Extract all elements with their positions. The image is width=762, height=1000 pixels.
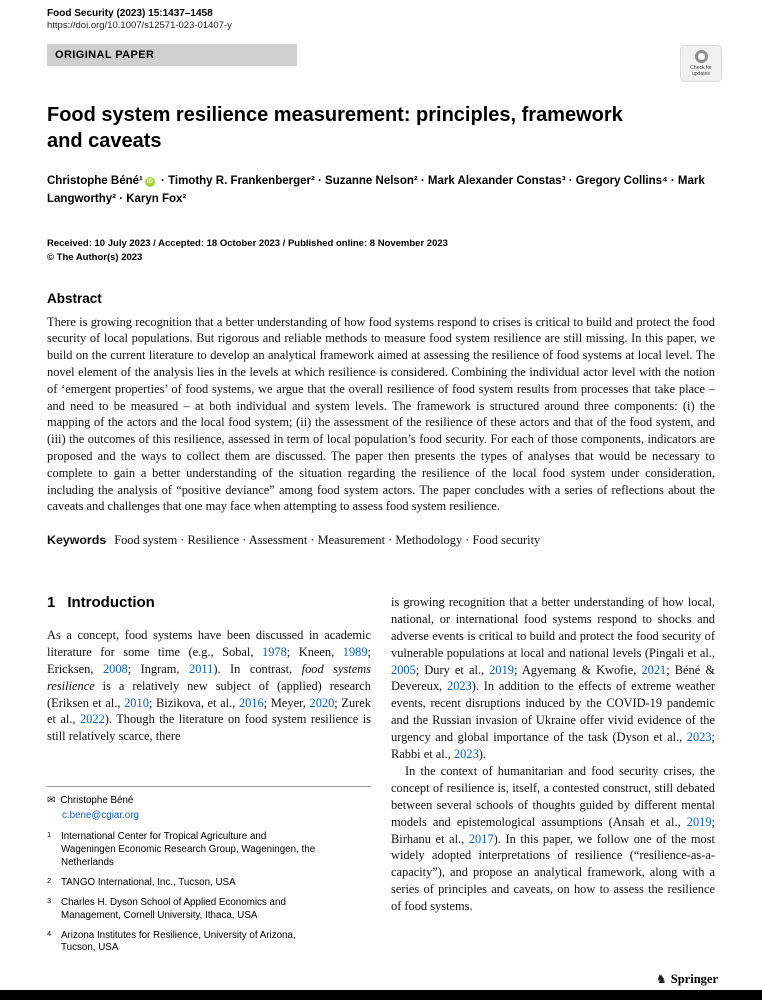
intro-right-paragraph-1 xyxy=(391,594,715,762)
keywords-line xyxy=(47,532,715,548)
text-segment: ; Bizikova, et al., xyxy=(148,695,239,710)
text-segment: ; Dury et al., xyxy=(415,662,490,677)
left-column xyxy=(47,594,371,962)
text-segment: As a concept, food systems have been discussed in academic literature for some time (e.g., Sobal, xyxy=(47,628,371,660)
citation-link[interactable]: 1978 xyxy=(262,645,287,660)
text-segment: ; Rabbi et al., xyxy=(391,729,715,761)
text-segment: In the context of humanitarian and food security crises, the concept of resilience is, itself, a contested construct, still debated between several schools of thoughts guided by different mental models and epistemological assumptions (Ansah et al., xyxy=(391,764,715,829)
citation-link[interactable]: 2019 xyxy=(489,662,514,677)
doi-link[interactable]: https://doi.org/10.1007/s12571-023-01407-y xyxy=(47,20,232,31)
citation-link[interactable]: 2008 xyxy=(102,661,128,676)
affiliation-2: 2 TANGO International, Inc., Tucson, USA xyxy=(47,875,236,888)
text-segment: ). In contrast, xyxy=(213,661,302,676)
text-segment: ; Meyer, xyxy=(263,695,310,710)
citation-link[interactable]: 2021 xyxy=(641,662,667,677)
author-names: · Timothy R. Frankenberger² · Suzanne Nelson² · Mark Alexander Constas³ · Gregory Collins⁴ · Mark Langworthy² · Karyn Fox² xyxy=(47,175,705,206)
citation-link[interactable]: 2005 xyxy=(391,662,416,677)
text-segment: ). Though the literature on food system resilience is still relatively scarce, there xyxy=(47,712,372,744)
affiliation-4: 4 Arizona Institutes for Resilience, University of Arizona, Tucson, USA xyxy=(47,928,296,954)
author-name: Christophe Béné¹ xyxy=(47,175,143,188)
keywords-label: Keywords xyxy=(47,533,107,548)
text-segment: ; Zurek et al., xyxy=(47,695,371,727)
abstract-heading: Abstract xyxy=(47,290,102,306)
intro-left-paragraph xyxy=(47,627,371,745)
text-segment: food systems resilience xyxy=(47,661,372,693)
two-column-body xyxy=(47,594,715,962)
citation-link[interactable]: 2016 xyxy=(238,695,264,710)
envelope-icon: ✉ xyxy=(47,795,56,807)
footnote-block xyxy=(47,786,371,962)
text-segment: ; Ingram, xyxy=(127,661,189,676)
abstract-text: There is growing recognition that a better understanding of how food systems respond to crises is critical to build and protect the food security of local populations. But rigorous and reliable methods to measure food system resilience are still missing. In this paper, we build on the current literature to develop an analytical framework aimed at assessing the resilience of food systems at local level. The novel element of the analysis lies in the levels at which resilience is considered. Combining the individual actor level with the notion of ‘emergent properties’ of food systems, we argue that the overall resilience of food system results from processes that take place – and need to be measured – at both individual and system levels. The framework is structured around three components: (i) the mapping of the actors and the local food system; (ii) the assessment of the resilience of these actors and that of the food system, and (iii) the outcomes of this resilience, assessed in term of local population’s food security. For each of those components, indicators are proposed and the ways to collect them are discussed. The paper then presents the types of analyses that would be necessary to complete to gain a better understanding of the situation regarding the resilience of the local food system under consideration, including the analysis of “positive deviance” among food system actors. The paper concludes with a series of reflections about the caveats and challenges that one may face when attempting to assess food system resilience. xyxy=(47,314,715,514)
text-segment: ; Birhanu et al., xyxy=(391,814,715,846)
text-segment: ; Agyemang & Kwofie, xyxy=(513,662,642,677)
citation-link[interactable]: 2023 xyxy=(447,679,472,694)
affiliation-3: 3 Charles H. Dyson School of Applied Economics and Management, Cornell University, Ithaca, USA xyxy=(47,895,286,921)
correspondence-name: ✉ Christophe Béné xyxy=(47,795,134,807)
text-segment: ; Béné & Devereux, xyxy=(391,662,715,694)
email-link[interactable]: c.bene@cgiar.org xyxy=(62,809,139,821)
crossmark-icon xyxy=(695,50,708,63)
citation-link[interactable]: 2017 xyxy=(468,831,494,846)
copyright-line: © The Author(s) 2023 xyxy=(47,251,143,263)
springer-wordmark: Springer xyxy=(670,971,718,986)
right-column xyxy=(391,594,715,962)
article-type-banner: ORIGINAL PAPER xyxy=(47,44,297,66)
text-segment: ; Ericksen, xyxy=(47,645,371,676)
article-title: Food system resilience measurement: principles, framework and caveats xyxy=(47,104,623,153)
text-segment: is growing recognition that a better understanding of how local, national, or international food systems respond to shocks and adverse events is critical to build and protect the food security of vulnerable populations at local and national levels (Pingali et al., xyxy=(391,595,715,660)
orcid-icon[interactable]: iD xyxy=(146,179,153,186)
text-segment: ). xyxy=(478,746,486,761)
citation-link[interactable]: 2022 xyxy=(79,712,105,727)
text-segment: is a relatively new subject of (applied) research (Eriksen et al., xyxy=(47,678,371,710)
author-list xyxy=(47,173,715,209)
received-accepted-line: Received: 10 July 2023 / Accepted: 18 October 2023 / Published online: 8 November 2023 xyxy=(47,237,448,249)
citation-link[interactable]: 2010 xyxy=(124,695,149,710)
citation-link[interactable]: 2023 xyxy=(686,729,712,744)
citation-link[interactable]: 1989 xyxy=(342,645,368,660)
springer-knight-icon: ♞ xyxy=(656,971,667,986)
keywords-text: Food system · Resilience · Assessment · Measurement · Methodology · Food security xyxy=(114,533,541,548)
journal-reference: Food Security (2023) 15:1437–1458 xyxy=(47,8,213,19)
text-segment: ). In addition to the effects of extreme weather events, recent disruptions induced by the COVID-19 pandemic and the Russian invasion of Ukraine offer vivid evidence of the urgency and global importance of the task (Dyson et al., xyxy=(391,679,715,744)
citation-link[interactable]: 2019 xyxy=(686,814,712,829)
check-for-updates-label: Check for updates xyxy=(690,64,712,77)
intro-right-paragraph-2 xyxy=(391,763,715,914)
text-segment: ; Kneen, xyxy=(286,645,343,660)
section-heading-introduction: 1 Introduction xyxy=(47,594,155,612)
citation-link[interactable]: 2023 xyxy=(453,746,479,761)
page-bottom-black-bar xyxy=(0,990,762,1000)
springer-logo xyxy=(656,973,718,986)
affiliation-1: 1 International Center for Tropical Agriculture and Wageningen Economic Research Group, Wageningen, the Netherlands xyxy=(47,830,316,868)
text-segment: ). In this paper, we follow one of the most widely adopted interpretations of resilience (“resilience-as-a-capacity”), and propose an analytical framework, along with a series of principles and caveats, on how to assess the resilience of food systems. xyxy=(391,831,715,913)
publication-dates xyxy=(47,237,715,265)
check-for-updates-badge[interactable] xyxy=(680,45,722,82)
citation-link[interactable]: 2020 xyxy=(309,695,335,710)
citation-link[interactable]: 2011 xyxy=(189,661,214,676)
